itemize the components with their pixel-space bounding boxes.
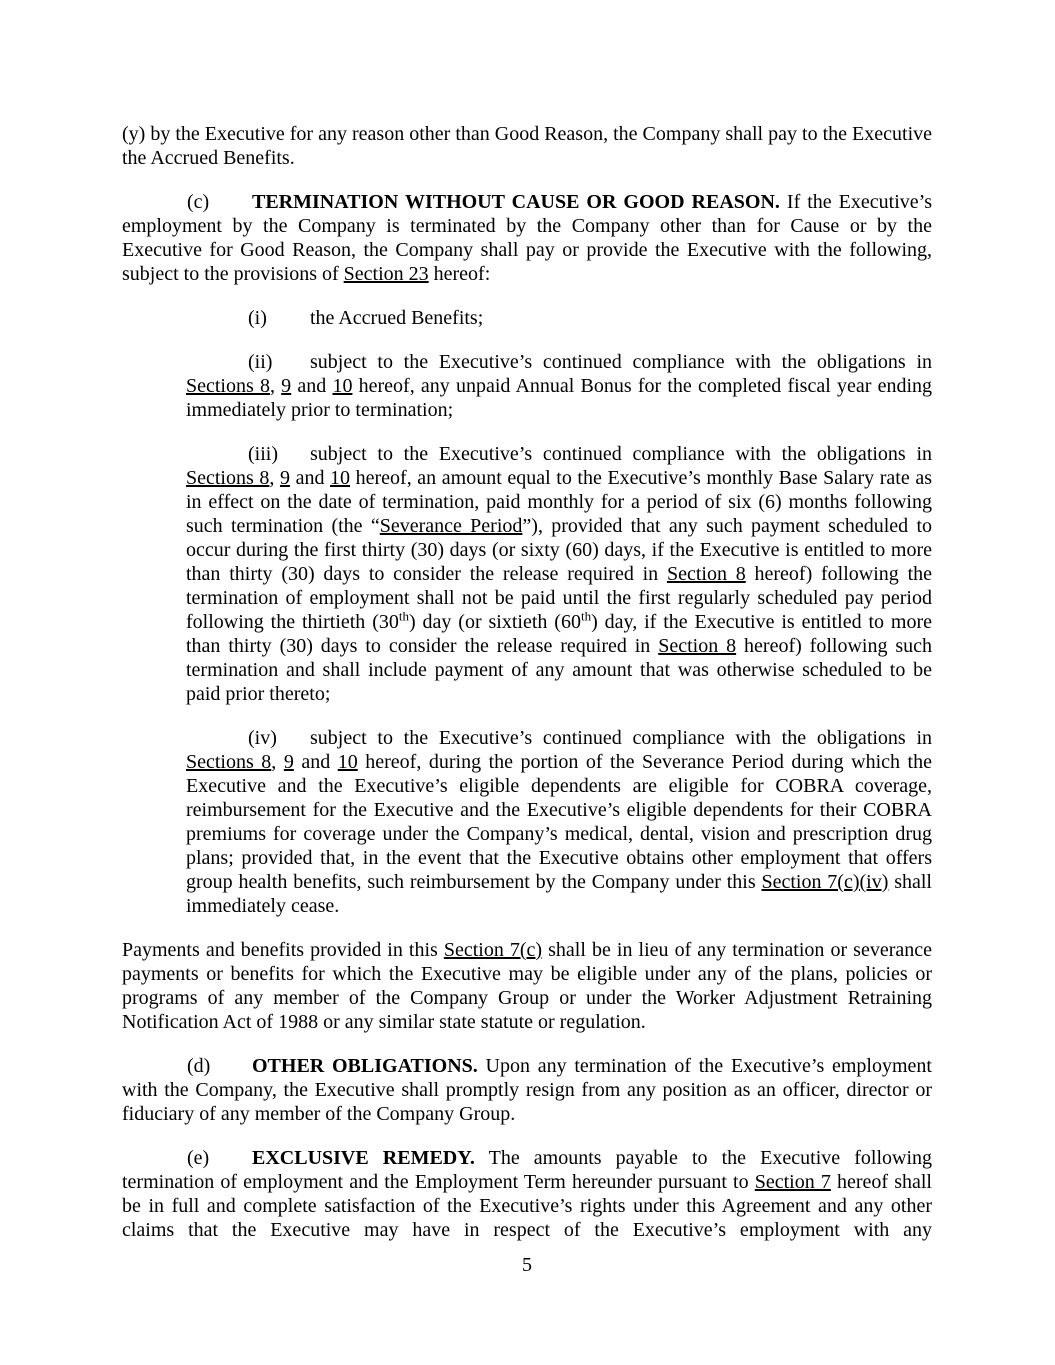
clause-marker: (c)	[187, 191, 210, 213]
list-item-iii	[186, 442, 932, 706]
text-segment: and	[289, 467, 331, 489]
text-segment: TERMINATION WITHOUT CAUSE OR GOOD REASON.	[252, 191, 780, 213]
text-segment: Section 23	[343, 263, 429, 285]
text-segment: ) day (or sixtieth (60	[408, 611, 581, 633]
clause-marker: (ii)	[248, 351, 273, 373]
clause-marker: (d)	[187, 1055, 211, 1077]
text-segment: 10	[337, 751, 358, 773]
clause-marker: (e)	[187, 1147, 210, 1169]
text-segment: 9	[283, 751, 294, 773]
text-segment: 10	[330, 467, 351, 489]
text-segment: The amounts payable to the Executive following termination of employment and the Employment Term hereunder pursuant to	[122, 1147, 933, 1193]
text-segment: Section 7(c)	[443, 939, 543, 961]
text-segment: 9	[279, 467, 290, 489]
text-segment: If the Executive’s employment by the Company is terminated by the Company other than for Cause or by the Executive for Good Reason, the Company shall pay or provide the Executive with the following, subject to the provisions of	[122, 191, 932, 285]
text-segment: hereof, during the portion of the Severance Period during which the Executive and the Executive’s eligible dependents are eligible for COBRA coverage, reimbursement for the Executive and the Executive’s eligible dependents for their COBRA premiums for coverage under the Company’s medical, dental, vision and prescription drug plans; provided that, in the event that the Executive obtains other employment that offers group health benefits, such reimbursement by the Company under this	[186, 751, 932, 893]
text-segment: hereof) following the termination of employment shall not be paid until the first regularly scheduled pay period following the thirtieth (30	[186, 563, 933, 633]
list-item-ii	[186, 350, 932, 422]
text-segment: shall immediately cease.	[186, 871, 932, 917]
para-d-other-obligations	[122, 1054, 932, 1126]
text-segment: hereof:	[428, 263, 491, 285]
text-segment: th	[398, 608, 409, 624]
text-segment: Payments and benefits provided in this	[122, 939, 444, 961]
text-segment: ,	[269, 375, 282, 397]
text-segment: OTHER OBLIGATIONS.	[252, 1055, 478, 1077]
text-segment: subject to the Executive’s continued compliance with the obligations in	[310, 727, 932, 749]
para-payments-in-lieu	[122, 938, 932, 1034]
text-segment: Upon any termination of the Executive’s employment with the Company, the Executive shall promptly resign from any position as an officer, director or fiduciary of any member of the Company Group.	[122, 1055, 932, 1125]
list-item-iv	[186, 726, 932, 918]
para-e-exclusive-remedy	[122, 1146, 932, 1242]
text-segment: ) day, if the Executive is entitled to more than thirty (30) days to consider the release required in	[186, 611, 933, 657]
text-segment: subject to the Executive’s continued compliance with the obligations in	[310, 351, 932, 373]
clause-marker: (iii)	[248, 443, 278, 465]
text-segment: hereof, any unpaid Annual Bonus for the completed fiscal year ending immediately prior to termination;	[186, 375, 933, 421]
text-segment: Section 8	[658, 635, 737, 657]
text-segment: hereof, an amount equal to the Executive’s monthly Base Salary rate as in effect on the date of termination, paid monthly for a period of six (6) months following such termination (the “	[186, 467, 932, 537]
text-segment: Severance Period	[379, 515, 523, 537]
text-segment: ”), provided that any such payment scheduled to occur during the first thirty (30) days (or sixty (60) days, if the Executive is entitled to more than thirty (30) days to consider the release required in	[186, 515, 933, 585]
list-item-i	[186, 306, 932, 330]
page-number: 5	[522, 1254, 532, 1276]
text-segment: Sections 8	[186, 751, 272, 773]
text-segment: (y) by the Executive for any reason other than Good Reason, the Company shall pay to the Executive the Accrued Benefits.	[122, 123, 932, 169]
text-segment: shall be in lieu of any termination or severance payments or benefits for which the Executive may be eligible under any of the plans, policies or programs of any member of the Company Group or under the Worker Adjustment Retraining Notification Act of 1988 or any similar state statute or regulation.	[122, 939, 933, 1033]
para-y-continuation	[122, 122, 932, 170]
text-segment: 9	[281, 375, 292, 397]
text-segment: subject to the Executive’s continued compliance with the obligations in	[310, 443, 932, 465]
text-segment: and	[291, 375, 333, 397]
text-segment: Section 8	[666, 563, 746, 585]
text-segment: Section 7(c)(iv)	[761, 871, 889, 893]
text-segment: Sections 8	[186, 467, 270, 489]
text-segment: 10	[332, 375, 353, 397]
text-segment: th	[580, 608, 592, 624]
text-segment: EXCLUSIVE REMEDY.	[252, 1147, 475, 1169]
text-segment: and	[293, 751, 338, 773]
text-segment: Section 7	[754, 1171, 831, 1193]
text-segment: ,	[271, 751, 284, 773]
text-segment: Sections 8	[186, 375, 270, 397]
page-body-text	[122, 122, 932, 1262]
text-segment: hereof) following such termination and shall include payment of any amount that was otherwise scheduled to be paid prior thereto;	[186, 635, 933, 705]
para-c-termination-without-cause	[122, 190, 932, 286]
text-segment: hereof shall be in full and complete satisfaction of the Executive’s rights under this Agreement and any other claims that the Executive may have in respect of the Executive’s employment with any	[122, 1171, 932, 1241]
text-segment: the Accrued Benefits;	[310, 307, 484, 329]
clause-marker: (i)	[248, 307, 267, 329]
clause-marker: (iv)	[248, 727, 277, 749]
text-segment: ,	[269, 467, 280, 489]
